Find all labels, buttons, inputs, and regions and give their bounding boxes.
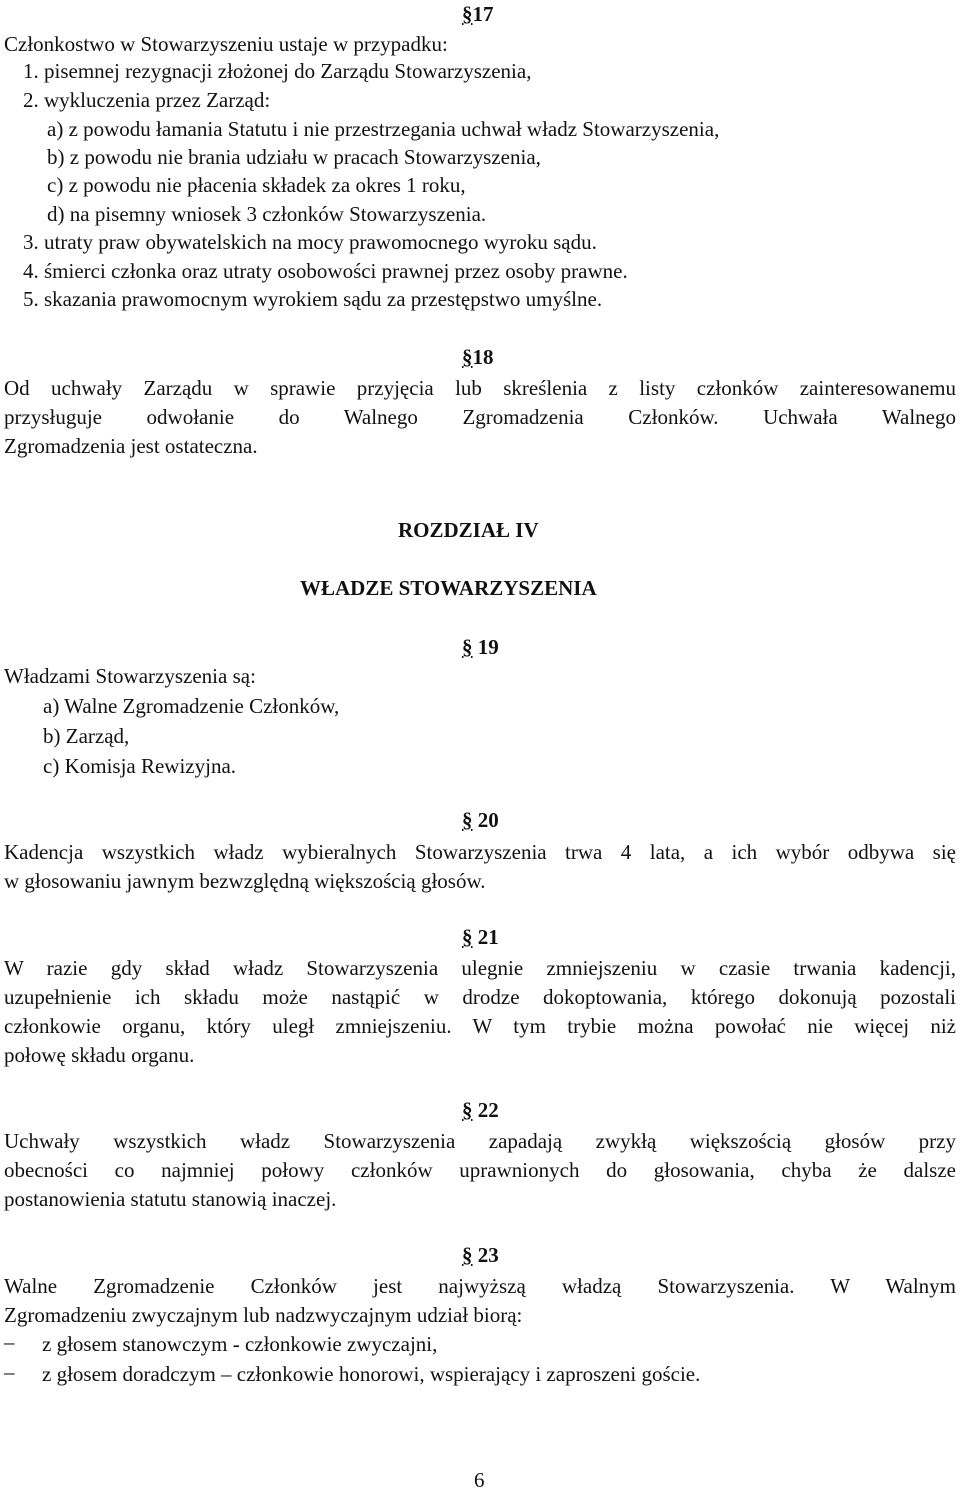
section-18-heading <box>462 345 494 369</box>
list-item: a) Walne Zgromadzenie Członków, <box>43 694 340 718</box>
paragraph-line: Od uchwały Zarządu w sprawie przyjęcia lub skreślenia z listy członków zainteresowanemu <box>4 376 956 400</box>
section-sign: § <box>462 1098 473 1122</box>
paragraph-line: postanowienia statutu stanowią inaczej. <box>4 1187 337 1211</box>
chapter-title: ROZDZIAŁ IV <box>398 518 539 542</box>
paragraph-line: w głosowaniu jawnym bezwzględną większością głosów. <box>4 869 486 893</box>
section-number: 17 <box>472 2 494 26</box>
bullet-item: z głosem doradczym – członkowie honorowi, wspierający i zaproszeni goście. <box>42 1362 701 1386</box>
section-20-heading <box>462 808 499 832</box>
section-sign: § <box>462 635 473 659</box>
section-number: 18 <box>472 345 494 369</box>
section-sign: § <box>462 925 473 949</box>
dash-bullet-icon: – <box>4 1360 15 1384</box>
paragraph-line: uzupełnienie ich składu może nastąpić w drodze dokoptowania, którego dokonują pozostali <box>4 985 956 1009</box>
list-item: a) z powodu łamania Statutu i nie przestrzegania uchwał władz Stowarzyszenia, <box>47 117 720 141</box>
section-sign: § <box>462 2 473 26</box>
paragraph-line: członkowie organu, który uległ zmniejszeniu. W tym trybie można powołać nie więcej niż <box>4 1014 956 1038</box>
section-19-intro: Władzami Stowarzyszenia są: <box>4 664 256 688</box>
section-21-heading <box>462 925 499 949</box>
section-number: 19 <box>477 635 499 659</box>
paragraph-line: obecności co najmniej połowy członków uprawnionych do głosowania, chyba że dalsze <box>4 1158 956 1182</box>
paragraph-line: przysługuje odwołanie do Walnego Zgromadzenia Członków. Uchwała Walnego <box>4 405 956 429</box>
paragraph-line: W razie gdy skład władz Stowarzyszenia ulegnie zmniejszeniu w czasie trwania kadencji, <box>4 956 956 980</box>
list-item: 3. utraty praw obywatelskich na mocy prawomocnego wyroku sądu. <box>23 230 597 254</box>
paragraph-line: Zgromadzeniu zwyczajnym lub nadzwyczajnym udział biorą: <box>4 1303 523 1327</box>
section-22-heading <box>462 1098 499 1122</box>
section-sign: § <box>462 1243 473 1267</box>
section-number: 20 <box>477 808 499 832</box>
section-number: 22 <box>477 1098 499 1122</box>
list-item: 4. śmierci członka oraz utraty osobowości prawnej przez osoby prawne. <box>23 259 628 283</box>
section-number: 23 <box>477 1243 499 1267</box>
section-17-heading <box>462 2 494 26</box>
paragraph-line: Zgromadzenia jest ostateczna. <box>4 434 258 458</box>
list-item: 2. wykluczenia przez Zarząd: <box>23 88 271 112</box>
dash-bullet-icon: – <box>4 1330 15 1354</box>
list-item: c) Komisja Rewizyjna. <box>43 754 237 778</box>
section-17-intro: Członkostwo w Stowarzyszeniu ustaje w przypadku: <box>4 32 448 56</box>
paragraph-line: Uchwały wszystkich władz Stowarzyszenia zapadają zwykłą większością głosów przy <box>4 1129 956 1153</box>
list-item: c) z powodu nie płacenia składek za okres 1 roku, <box>47 173 466 197</box>
paragraph-line: połowę składu organu. <box>4 1043 195 1067</box>
list-item: b) z powodu nie brania udziału w pracach Stowarzyszenia, <box>47 145 541 169</box>
list-item: 1. pisemnej rezygnacji złożonej do Zarządu Stowarzyszenia, <box>23 59 532 83</box>
bullet-item: z głosem stanowczym - członkowie zwyczajni, <box>42 1332 438 1356</box>
section-19-heading <box>462 635 499 659</box>
chapter-subtitle: WŁADZE STOWARZYSZENIA <box>300 576 597 600</box>
list-item: d) na pisemny wniosek 3 członków Stowarzyszenia. <box>47 202 487 226</box>
list-item: 5. skazania prawomocnym wyrokiem sądu za przestępstwo umyślne. <box>23 287 603 311</box>
section-number: 21 <box>477 925 499 949</box>
section-23-heading <box>462 1243 499 1267</box>
paragraph-line: Kadencja wszystkich władz wybieralnych Stowarzyszenia trwa 4 lata, a ich wybór odbywa się <box>4 840 956 864</box>
page-number: 6 <box>474 1468 485 1492</box>
section-sign: § <box>462 808 473 832</box>
paragraph-line: Walne Zgromadzenie Członków jest najwyższą władzą Stowarzyszenia. W Walnym <box>4 1274 956 1298</box>
section-sign: § <box>462 345 473 369</box>
list-item: b) Zarząd, <box>43 724 130 748</box>
